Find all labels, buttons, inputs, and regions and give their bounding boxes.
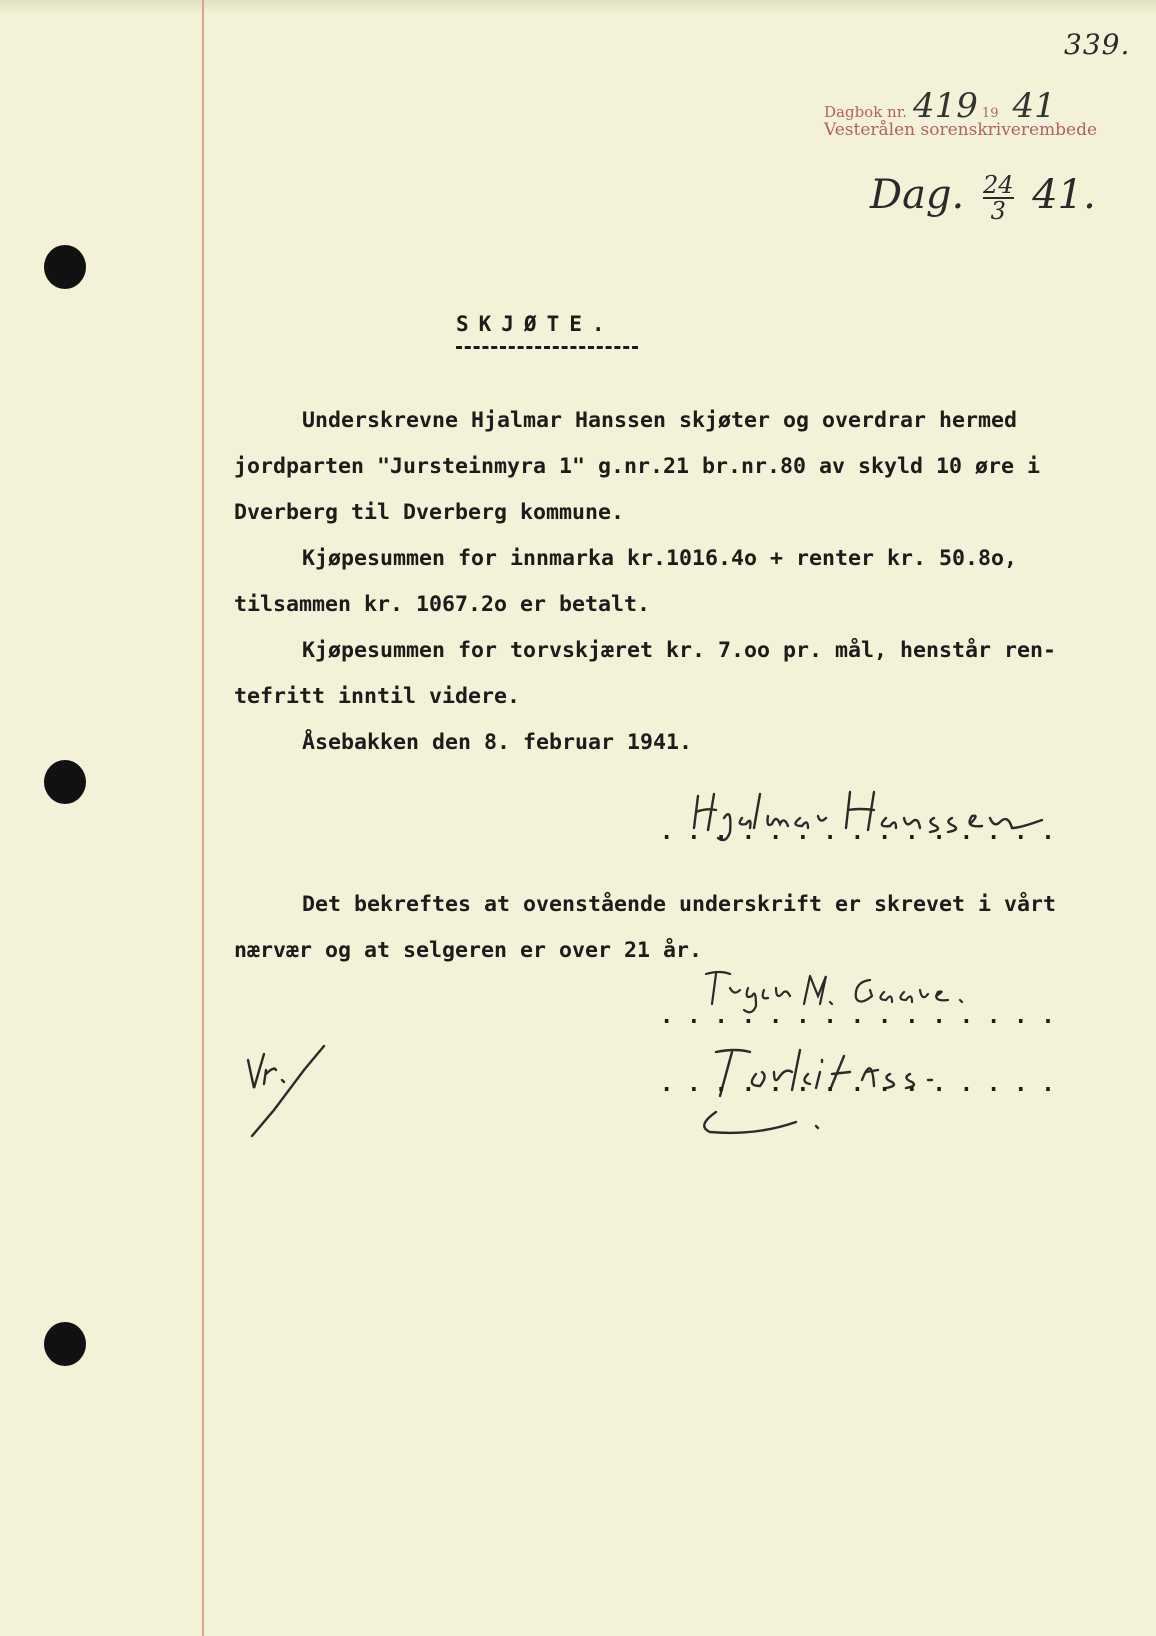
date-year: 41. <box>1032 172 1096 218</box>
stamp-office: Vesterålen sorenskriverembede <box>824 120 1098 140</box>
document-title: SKJØTE. <box>456 312 615 336</box>
body-line: Underskrevne Hjalmar Hanssen skjøter og overdrar hermed <box>302 408 1018 433</box>
registration-stamp <box>824 86 1097 140</box>
body-line: jordparten "Jursteinmyra 1" g.nr.21 br.nr.80 av skyld 10 øre i <box>234 454 1041 479</box>
body-line: Dverberg til Dverberg kommune. <box>234 500 625 525</box>
witness-statement <box>234 882 1084 974</box>
witness-line: nærvær og at selgeren er over 21 år. <box>234 938 703 963</box>
margin-rule <box>202 0 204 1636</box>
date-day: 24 <box>982 171 1014 199</box>
witness-line-1: ............... <box>660 1004 1069 1029</box>
title-underline <box>456 346 638 349</box>
scan-edge <box>0 0 1156 14</box>
body-line: tilsammen kr. 1067.2o er betalt. <box>234 592 651 617</box>
date-month: 3 <box>990 197 1006 225</box>
initials-drawing <box>244 1040 344 1140</box>
stamp-dagbok-label: Dagbok nr. <box>824 103 908 121</box>
body-line: Åsebakken den 8. februar 1941. <box>302 730 693 755</box>
body-line: Kjøpesummen for innmarka kr.1016.4o + renter kr. 50.8o, <box>302 546 1018 571</box>
witness-line-2: ............... <box>660 1072 1069 1097</box>
stamp-year-suffix: 41 <box>1012 86 1056 126</box>
punch-hole <box>44 245 86 289</box>
punch-hole <box>44 760 86 804</box>
witness-line: Det bekreftes at ovenstående underskrift er skrevet i vårt <box>302 892 1057 917</box>
deed-body <box>234 398 1084 766</box>
body-line: Kjøpesummen for torvskjæret kr. 7.oo pr. mål, henstår ren- <box>302 638 1057 663</box>
signature-line: ............... <box>660 820 1069 845</box>
registration-date <box>870 172 1096 223</box>
punch-hole <box>44 1322 86 1366</box>
page-number: 339. <box>1064 28 1131 61</box>
stamp-dagbok-number: 419 <box>913 86 978 126</box>
date-fraction <box>983 173 1014 223</box>
date-prefix: Dag. <box>870 172 965 218</box>
body-line: tefritt inntil videre. <box>234 684 521 709</box>
stamp-year-prefix: 19 <box>981 106 999 121</box>
